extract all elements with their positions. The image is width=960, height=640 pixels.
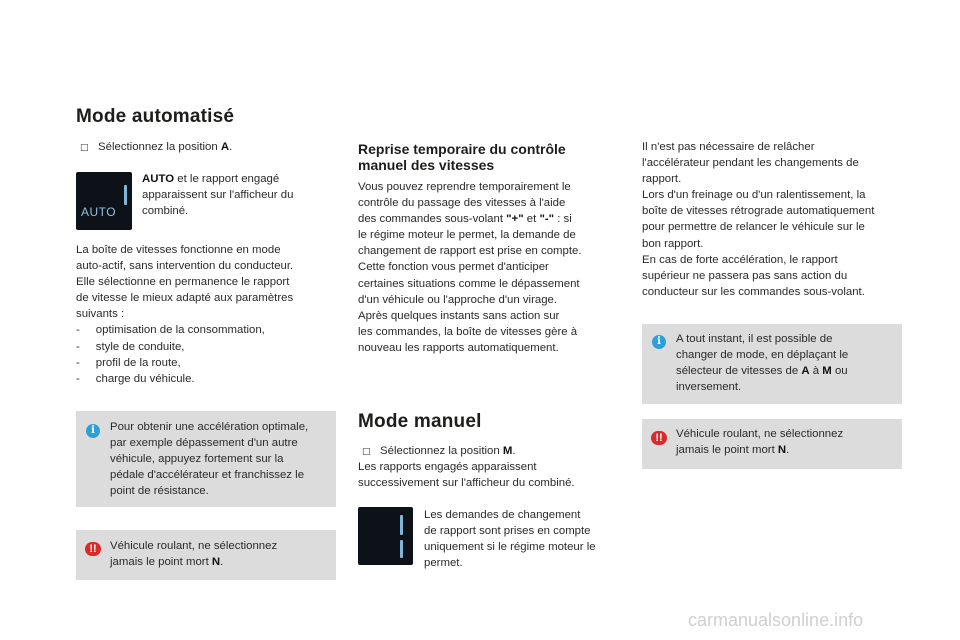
step-select-m: □ Sélectionnez la position M.: [362, 445, 516, 457]
list-item: - style de conduite,: [76, 340, 185, 353]
list-item: - optimisation de la consommation,: [76, 324, 265, 337]
list-item: - charge du véhicule.: [76, 372, 195, 385]
warning-icon: !!: [651, 431, 667, 445]
warning-box-neutral-2: [642, 419, 902, 469]
info-icon: i: [86, 424, 100, 438]
gearbox-paragraph: La boîte de vitesses fonctionne en mode auto-actif, sans intervention du conducteur. Elle sélectionne en permanence le rapport de vitesse le mieux adapté aux paramètres suivants : - optimisation de la consommation, - style de conduite, - profil de la route, - charge du véhicule.: [76, 242, 293, 387]
heading-mode-automatise: Mode automatisé: [76, 106, 235, 127]
manual-caption: Les demandes de changement de rapport sont prises en compte uniquement si le régime moteur le permet.: [424, 509, 596, 570]
watermark: carmanualsonline.info: [688, 610, 864, 630]
list-item: - profil de la route,: [76, 356, 181, 369]
info-box-mode-change: [642, 324, 902, 404]
warning-box-neutral: [76, 530, 336, 580]
checkbox-bullet-icon: □: [80, 143, 89, 153]
gear-bar-icon: [400, 515, 403, 535]
auto-display-image: [76, 172, 132, 230]
manual-paragraph: Les rapports engagés apparaissent successivement sur l'afficheur du combiné.: [358, 461, 575, 490]
auto-display-label: AUTO: [81, 205, 117, 219]
heading-reprise-temporaire: Reprise temporaire du contrôle manuel des vitesses: [358, 141, 566, 173]
reprise-paragraph: Vous pouvez reprendre temporairement le contrôle du passage des vitesses à l'aide des commandes sous-volant "+" et "-" : si le régime moteur le permet, la demande de changement de rapport est prise en compte. Cette fonction vous permet d'anticiper certaines situations comme le dépassement d'un véhicule ou l'approche d'un virage. Après quelques instants sans action sur les commandes, la boîte de vitesses gère à nouveau les rapports automatiquement.: [358, 181, 582, 354]
gear-bar-icon: [400, 540, 403, 558]
warning-text: Véhicule roulant, ne sélectionnez jamais le point mort N.: [110, 540, 278, 569]
column3-paragraph: Il n'est pas nécessaire de relâcher l'accélérateur pendant les changements de rapport. Lors d'un freinage ou d'un ralentissement, la boîte de vitesses rétrograde automatiquement pour permettre de relancer le véhicule sur le bon rapport. En cas de forte accélération, le rapport supérieur ne passera pas sans action du conducteur sur les commandes sous-volant.: [642, 141, 875, 298]
info-text: Pour obtenir une accélération optimale, par exemple dépassement d'un autre véhicule, appuyez fortement sur la pédale d'accélérateur et franchissez le point de résistance.: [110, 421, 309, 498]
info-text: A tout instant, il est possible de changer de mode, en déplaçant le sélecteur de vitesses de A à M ou inversement.: [676, 333, 849, 394]
warning-text: Véhicule roulant, ne sélectionnez jamais le point mort N.: [676, 428, 844, 457]
step-select-a: □ Sélectionnez la position A.: [80, 141, 233, 153]
manual-display-image: [358, 507, 413, 565]
heading-mode-manuel: Mode manuel: [358, 411, 482, 432]
auto-caption: AUTO et le rapport engagé apparaissent sur l'afficheur du combiné.: [142, 173, 294, 218]
warning-icon: !!: [85, 542, 101, 556]
info-box-acceleration: [76, 411, 336, 507]
checkbox-bullet-icon: □: [362, 447, 371, 457]
info-icon: i: [652, 335, 666, 349]
gear-bar-icon: [124, 185, 127, 205]
